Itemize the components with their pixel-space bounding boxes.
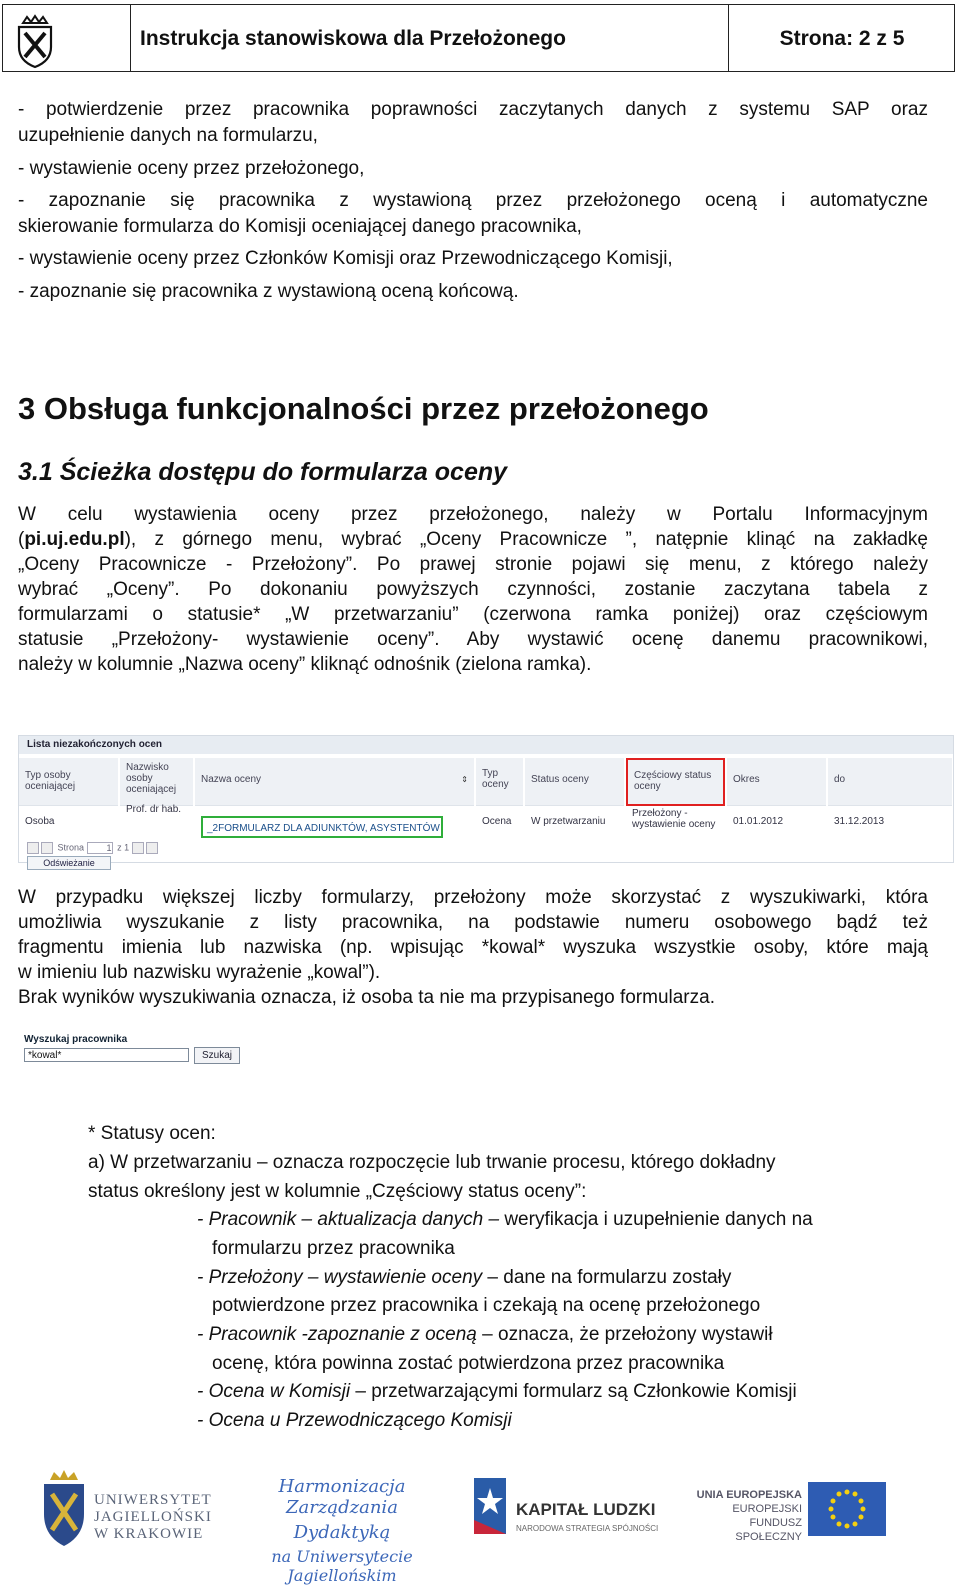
column-header-partial-status[interactable]: Częściowy status oceny [626, 758, 725, 806]
table-cell: Prof. dr hab. [126, 804, 182, 815]
column-header[interactable]: Okres [727, 758, 826, 806]
eu-flag-icon [808, 1482, 886, 1536]
table-column [120, 754, 194, 832]
portal-address: pi.uj.edu.pl [24, 529, 125, 550]
paragraph-line: statusie „Przełożony- wystawienie oceny”. Aby wystawić ocenę danemu pracownikowi, [18, 629, 928, 650]
paragraph-line: należy w kolumnie „Nazwa oceny” kliknąć odnośnik (zielona ramka). [18, 654, 592, 675]
uj-logo: UNIWERSYTET JAGIELLOŃSKI W KRAKOWIE [40, 1470, 210, 1550]
status-item-cont: potwierdzone przez pracownika i czekają na ocenę przełożonego [212, 1295, 761, 1316]
paragraph-line: „Oceny Pracownicze - Przełożony”. Po prawej stronie pojawi się menu, z którego należy [18, 554, 928, 575]
paragraph-line: formularzami o statusie* „W przetwarzaniu” (czerwona ramka poniżej) oraz częściowym [18, 604, 928, 625]
status-line: a) W przetwarzaniu – oznacza rozpoczęcie lub trwanie procesu, którego dokładny [88, 1152, 776, 1173]
intro-line: uzupełnienie danych na formularzu, [18, 125, 318, 146]
sort-icon[interactable]: ⇕ [461, 775, 468, 784]
list-title: Lista niezakończonych ocen [19, 736, 953, 754]
table-cell: Ocena [482, 816, 512, 827]
paragraph-line: fragmentu imienia lub nazwiska (np. wpisując *kowal* wyszuka wszystkie osoby, które mają [18, 937, 928, 958]
employee-search-screenshot [18, 1020, 248, 1090]
last-page-button[interactable] [146, 842, 158, 854]
intro-line: - zapoznanie się pracownika z wystawioną oceną końcową. [18, 281, 519, 302]
intro-line: - zapoznanie się pracownika z wystawioną przez przełożonego oceną i automatyczne [18, 190, 928, 211]
table-column [19, 754, 119, 832]
status-item: - Pracownik -zapoznanie z oceną – oznacza, że przełożony wystawił [197, 1324, 773, 1345]
kapital-ludzki-logo: KAPITAŁ LUDZKI NARODOWA STRATEGIA SPÓJNOŚCI [470, 1474, 670, 1554]
paragraph-line: w imieniu lub nazwisku wyrażenie „kowal”). [18, 962, 381, 983]
table-column [195, 754, 475, 832]
status-item: - Przełożony – wystawienie oceny – dane na formularzu zostały [197, 1267, 732, 1288]
table-cell: 01.01.2012 [733, 816, 784, 827]
intro-line: - wystawienie oceny przez przełożonego, [18, 158, 365, 179]
eu-logo: UNIA EUROPEJSKA EUROPEJSKI FUNDUSZ SPOŁECZNY [690, 1482, 890, 1552]
pager: Strona 1 z 1 [27, 842, 160, 854]
kl-star-icon [470, 1474, 510, 1540]
table-header-row [19, 754, 953, 832]
paragraph-line: wybrać „Oceny”. Po dokonaniu powyższych czynności, zostanie zaczytana tabela z [18, 579, 928, 600]
university-crest-logo [3, 5, 131, 71]
statuses-heading: * Statusy ocen: [88, 1123, 216, 1144]
harmonizacja-logo: Harmonizacja Zarządzania Dydaktyką na Uniwersytecie Jagiellońskim [271, 1476, 413, 1585]
page-input[interactable]: 1 [87, 842, 113, 854]
column-header[interactable]: Status oceny [525, 758, 624, 806]
table-cell: Osoba [25, 816, 55, 827]
document-header [2, 4, 955, 72]
next-page-button[interactable] [132, 842, 144, 854]
evaluations-list-screenshot [18, 735, 954, 868]
prev-page-button[interactable] [41, 842, 53, 854]
status-item-cont: ocenę, która powinna zostać potwierdzona przez pracownika [212, 1353, 725, 1374]
status-item: - Pracownik – aktualizacja danych – weryfikacja i uzupełnienie danych na [197, 1209, 813, 1230]
table-cell: Przełożony - wystawienie oceny [632, 808, 716, 830]
column-header[interactable]: Typ oceny [476, 758, 523, 806]
paragraph-line: W przypadku większej liczby formularzy, przełożony może skorzystać z wyszukiwarki, która [18, 887, 928, 908]
paragraph-line: umożliwia wyszukanie z listy pracownika, na podstawie numeru osobowego bądź też [18, 912, 928, 933]
table-column [525, 754, 625, 832]
page-number: Strona: 2 z 5 [779, 27, 905, 50]
column-header[interactable]: do [828, 758, 952, 806]
search-label: Wyszukaj pracownika [24, 1034, 128, 1045]
refresh-button[interactable]: Odświeżanie [27, 856, 111, 870]
uj-crest-icon [40, 1470, 88, 1550]
section-heading: 3 Obsługa funkcjonalności przez przełożonego [18, 391, 709, 426]
search-button[interactable]: Szukaj [194, 1047, 240, 1064]
first-page-button[interactable] [27, 842, 39, 854]
paragraph-line: W celu wystawienia oceny przez przełożonego, należy w Portalu Informacyjnym [18, 504, 928, 525]
status-item: - Ocena w Komisji – przetwarzającymi formularz są Członkowie Komisji [197, 1381, 797, 1402]
column-header[interactable]: Nazwa oceny ⇕ [195, 758, 474, 806]
status-line: status określony jest w kolumnie „Częściowy status oceny”: [88, 1181, 587, 1202]
paragraph-line: (pi.uj.edu.pl), z górnego menu, wybrać „Oceny Pracownicze ”, natępnie klinąć na zakładkę [18, 529, 928, 550]
paragraph-line: Brak wyników wyszukiwania oznacza, iż osoba ta nie ma przypisanego formularza. [18, 987, 715, 1008]
intro-line: skierowanie formularza do Komisji oceniającej danego pracownika, [18, 216, 582, 237]
table-column [626, 754, 726, 832]
intro-line: - potwierdzenie przez pracownika poprawności zaczytanych danych z systemu SAP oraz [18, 99, 928, 120]
status-item: - Ocena u Przewodniczącego Komisji [197, 1410, 512, 1431]
table-column [727, 754, 827, 832]
table-column [476, 754, 524, 832]
footer-logos [0, 1462, 960, 1594]
search-input[interactable]: *kowal* [24, 1048, 189, 1062]
column-header[interactable]: Nazwisko osoby oceniającej [120, 758, 193, 806]
table-column [828, 754, 953, 832]
subsection-heading: 3.1 Ścieżka dostępu do formularza oceny [18, 458, 508, 486]
document-title: Instrukcja stanowiskowa dla Przełożonego [133, 5, 729, 71]
table-cell: W przetwarzaniu [531, 816, 606, 827]
table-cell: 31.12.2013 [834, 816, 885, 827]
column-header[interactable]: Typ osoby oceniającej [19, 758, 118, 806]
crest-icon [11, 13, 59, 69]
intro-line: - wystawienie oceny przez Członków Komisji oraz Przewodniczącego Komisji, [18, 248, 673, 269]
status-item-cont: formularzu przez pracownika [212, 1238, 455, 1259]
evaluation-form-link[interactable]: _2FORMULARZ DLA ADIUNKTÓW, ASYSTENTÓW [201, 816, 443, 838]
